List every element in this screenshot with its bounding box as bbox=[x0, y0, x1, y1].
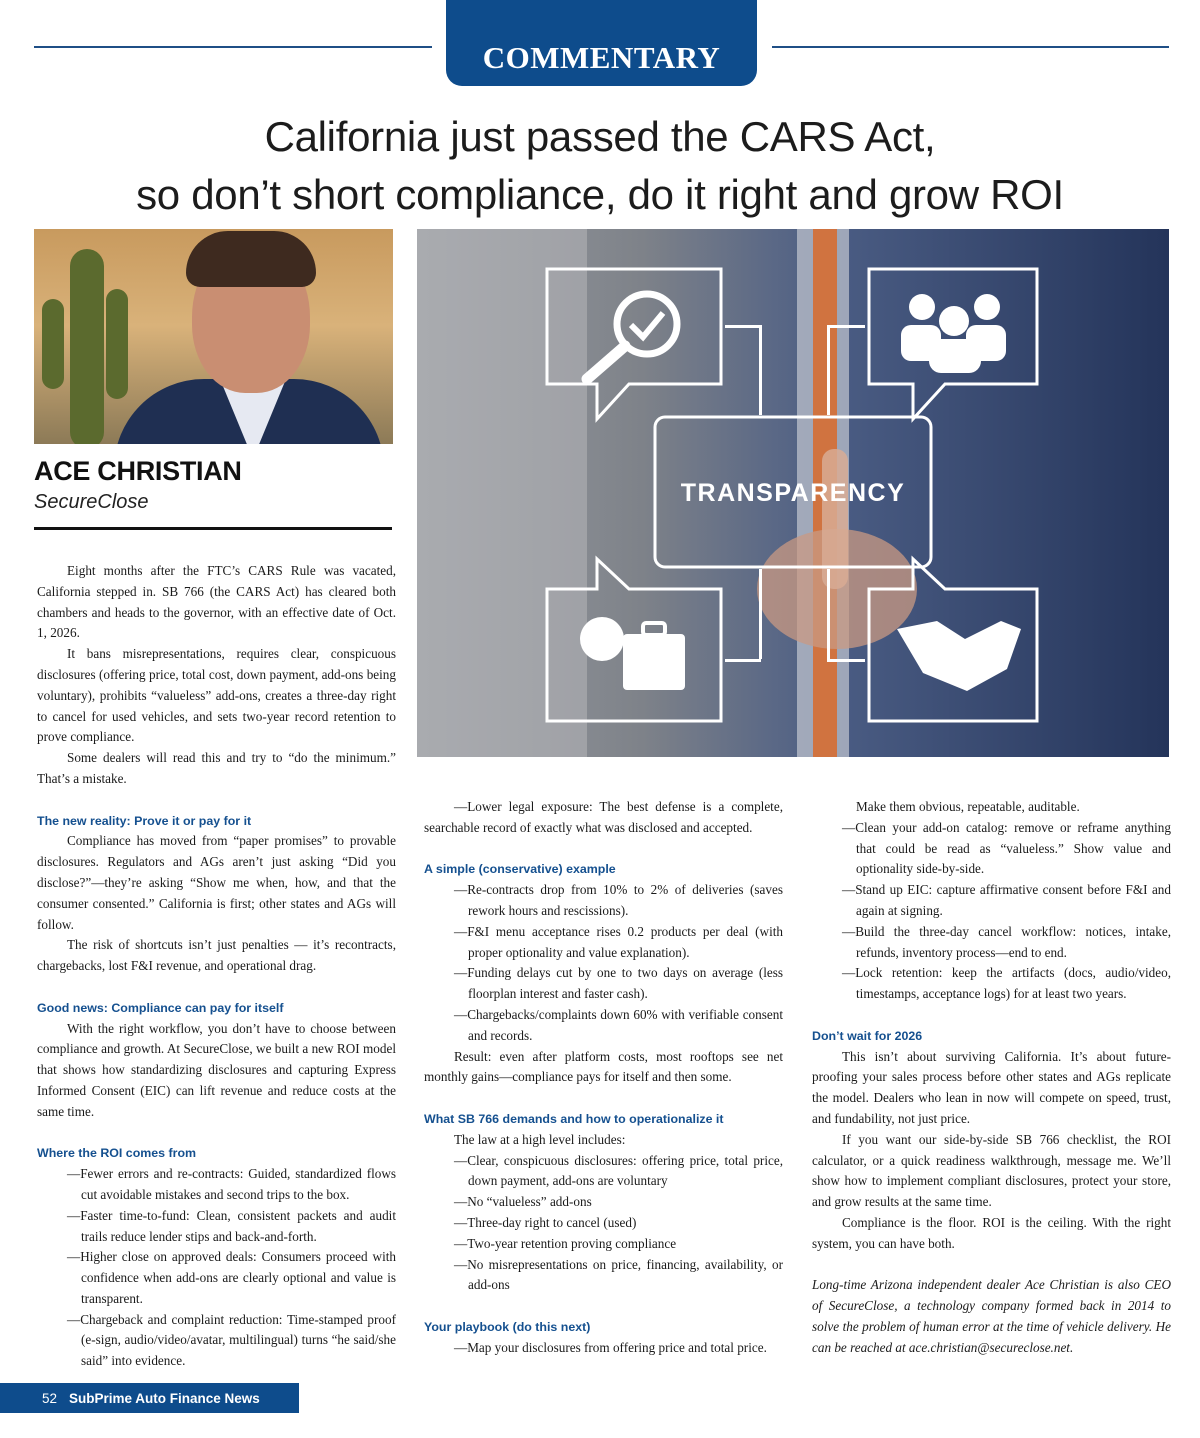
list-item: —F&I menu acceptance rises 0.2 products per deal (with proper optionality and value explanation). bbox=[454, 923, 783, 960]
magnifier-icon bbox=[587, 294, 677, 379]
page-footer bbox=[0, 1383, 299, 1413]
column-1 bbox=[37, 561, 396, 1372]
paragraph: Result: even after platform costs, most rooftops see net monthly gains—compliance pays for itself and then some. bbox=[424, 1048, 783, 1085]
subheading: Your playbook (do this next) bbox=[424, 1319, 591, 1334]
feature-illustration bbox=[417, 229, 1169, 757]
feature-image bbox=[417, 229, 1169, 757]
header-rule-left bbox=[34, 46, 432, 48]
subheading: Good news: Compliance can pay for itself bbox=[37, 1000, 284, 1015]
paragraph: If you want our side-by-side SB 766 checklist, the ROI calculator, or a quick readiness walkthrough, message me. We’ll show how to implement compliant disclosures, protect your store, and grow results at the same time. bbox=[812, 1131, 1171, 1210]
author-bio: Long-time Arizona independent dealer Ace Christian is also CEO of SecureClose, a technology company formed back in 2014 to solve the problem of human error at the time of vehicle delivery. He can be reached at ace.christian@secureclose.net. bbox=[812, 1277, 1171, 1355]
section-tab bbox=[446, 0, 757, 86]
subheading: Where the ROI comes from bbox=[37, 1146, 197, 1161]
list-item: —Faster time-to-fund: Clean, consistent packets and audit trails reduce lender stips and back-and-forth. bbox=[67, 1207, 396, 1244]
list-item: —Fewer errors and re-contracts: Guided, standardized flows cut avoidable mistakes and second trips to the box. bbox=[67, 1166, 396, 1202]
header-rule-right bbox=[772, 46, 1169, 48]
list-item: —Lock retention: keep the artifacts (docs, audio/video, timestamps, acceptance logs) for at least two years. bbox=[842, 965, 1171, 1002]
dots-br bbox=[827, 659, 865, 662]
dots-tr bbox=[827, 325, 865, 328]
list-item: —Chargeback and complaint reduction: Time-stamped proof (e-sign, audio/video/avatar, multilingual) turns “he said/she said” into evidence. bbox=[67, 1311, 396, 1369]
paragraph: Compliance has moved from “paper promises” to provable disclosures. Regulators and AGs aren’t just asking “Did you disclose?”—they’re asking “Show me when, how, and that the consumer consented.” California is first; other states and AGs will follow. bbox=[37, 833, 396, 932]
paragraph: The risk of shortcuts isn’t just penalties — it’s recontracts, chargebacks, lost F&I revenue, and operational drag. bbox=[37, 937, 396, 974]
list-item: —Chargebacks/complaints down 60% with verifiable consent and records. bbox=[454, 1006, 783, 1043]
author-name: ACE CHRISTIAN bbox=[34, 456, 242, 486]
author-company: SecureClose bbox=[34, 491, 149, 513]
dots-tl bbox=[725, 325, 761, 328]
list-item: —Re-contracts drop from 10% to 2% of deliveries (saves rework hours and rescissions). bbox=[454, 882, 783, 918]
dots-bl-v bbox=[759, 569, 762, 659]
paragraph: It bans misrepresentations, requires clear, conspicuous disclosures (offering price, total cost, down payment, add-ons being voluntary), prohibits “valueless” add-ons, creates a three-day right to cancel for used vehicles, and sets two-year record retention to prove compliance. bbox=[37, 646, 396, 745]
handshake-icon bbox=[897, 621, 1021, 691]
dots-tl-v bbox=[759, 325, 762, 415]
list-item: —No misrepresentations on price, financing, availability, or add-ons bbox=[454, 1256, 783, 1293]
cactus-trunk bbox=[70, 249, 104, 444]
subheading: A simple (conservative) example bbox=[424, 862, 616, 877]
list-item: —Clean your add-on catalog: remove or reframe anything that could be read as “valueless.” Show value and optionality side-by-side. bbox=[842, 819, 1171, 877]
publication-name: SubPrime Auto Finance News bbox=[69, 1390, 260, 1406]
page-number: 52 bbox=[42, 1390, 58, 1406]
list-item: —Clear, conspicuous disclosures: offering price, total price, down payment, add-ons are voluntary bbox=[454, 1152, 783, 1189]
headline-line-1: California just passed the CARS Act, bbox=[264, 113, 936, 160]
column-3 bbox=[812, 797, 1171, 1359]
list-item: —Three-day right to cancel (used) bbox=[454, 1214, 637, 1230]
transparency-label: TRANSPARENCY bbox=[680, 479, 906, 507]
list-item: —Funding delays cut by one to two days on average (less floorplan interest and faster cash). bbox=[454, 965, 783, 1002]
dots-tr-v bbox=[827, 325, 830, 415]
subheading: Don’t wait for 2026 bbox=[812, 1028, 923, 1043]
list-item: —Two-year retention proving compliance bbox=[454, 1235, 677, 1251]
paragraph: With the right workflow, you don’t have to choose between compliance and growth. At SecureClose, we built a new ROI model that shows how standardizing disclosures and capturing Express Informed Consent (EIC) can lift revenue and reduce costs at the same time. bbox=[37, 1020, 396, 1119]
paragraph: Some dealers will read this and try to “do the minimum.” That’s a mistake. bbox=[37, 750, 396, 786]
headline-line-2: so don’t short compliance, do it right and grow ROI bbox=[136, 171, 1064, 218]
subheading: The new reality: Prove it or pay for it bbox=[37, 813, 252, 828]
paragraph: The law at a high level includes: bbox=[454, 1131, 626, 1147]
gear-briefcase-icon bbox=[580, 617, 685, 690]
list-item-continued: Make them obvious, repeatable, auditable. bbox=[856, 799, 1080, 814]
headline bbox=[30, 108, 1170, 224]
list-item: —Map your disclosures from offering price and total price. bbox=[454, 1339, 767, 1355]
paragraph: Eight months after the FTC’s CARS Rule was vacated, California stepped in. SB 766 (the CARS Act) has cleared both chambers and heads to the governor, with an effective date of Oct. 1, 2026. bbox=[37, 563, 396, 641]
paragraph: —Lower legal exposure: The best defense is a complete, searchable record of exactly what was disclosed and accepted. bbox=[424, 799, 783, 835]
list-item: —Stand up EIC: capture affirmative consent before F&I and again at signing. bbox=[842, 882, 1171, 918]
list-item: —No “valueless” add-ons bbox=[454, 1194, 592, 1210]
cactus-arm bbox=[106, 289, 128, 399]
paragraph: Compliance is the floor. ROI is the ceiling. With the right system, you can have both. bbox=[812, 1214, 1171, 1251]
byline-divider bbox=[34, 527, 392, 530]
list-item: —Higher close on approved deals: Consumers proceed with confidence when add-ons are clearly optional and value is transparent. bbox=[67, 1249, 396, 1306]
dots-br-v bbox=[827, 569, 830, 659]
author-hair bbox=[186, 231, 316, 287]
cactus-arm bbox=[42, 299, 64, 389]
team-icon bbox=[901, 294, 1006, 373]
list-item: —Build the three-day cancel workflow: notices, intake, refunds, inventory process—end to end. bbox=[842, 923, 1171, 960]
author-photo bbox=[34, 229, 393, 444]
section-label: COMMENTARY bbox=[482, 40, 721, 75]
subheading: What SB 766 demands and how to operationalize it bbox=[424, 1111, 724, 1126]
paragraph: This isn’t about surviving California. It’s about future-proofing your sales process before other states and AGs replicate the model. Dealers who lean in now will compete on speed, trust, and fundability, not just price. bbox=[812, 1048, 1171, 1126]
dots-bl bbox=[725, 659, 761, 662]
brick-wall bbox=[417, 229, 587, 757]
column-2 bbox=[424, 797, 783, 1359]
